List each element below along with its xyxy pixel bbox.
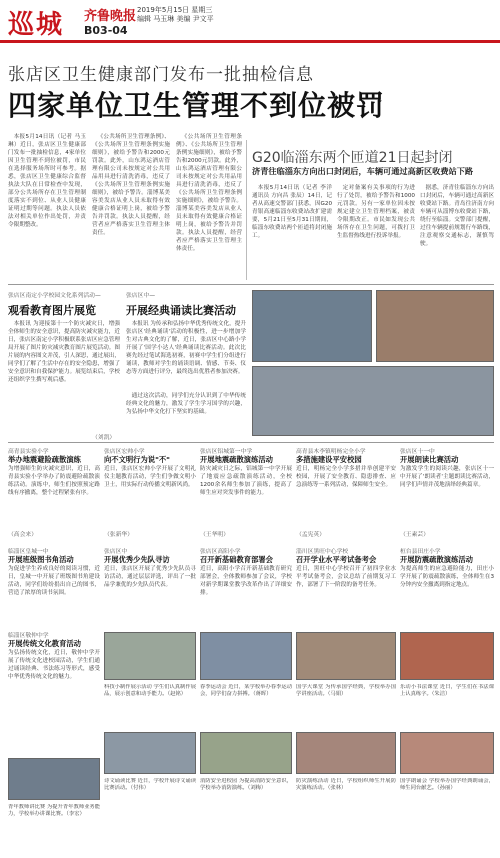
story-title: 向不文明行为说"不": [104, 455, 170, 464]
story-tag: 淄川区黑旺中心学校: [296, 549, 349, 555]
photo-4: [400, 632, 494, 680]
story-author: （王华明）: [200, 532, 229, 538]
photo-caption: 诗文诵读比赛 近日，学校开展诗文诵读比赛活动。（付伟）: [104, 778, 196, 791]
story-tag: 临淄区皇城一中: [8, 549, 49, 555]
story-title: 开展地震疏散演练活动: [200, 455, 273, 464]
story-author: （王素芸）: [400, 532, 429, 538]
story-body: 近日，张店区开展了优秀少先队员寻访活动，通过层层评选，评出了一批品学兼优的少先队员代表。: [104, 566, 196, 588]
story-lvcheng: [200, 446, 292, 540]
photo-2: [200, 632, 292, 680]
story-title: 召开学业水平考试备考会: [296, 555, 377, 564]
story-body: 近日，明杨完全小学多措并举创建平安校园，开展了安全教育、隐患排查、应急演练等一系列活动，保障师生安全。: [296, 466, 396, 488]
photo-caption: 消防安全进校园 为提高消防安全意识，学校举办消防演练。（刘梅）: [200, 778, 292, 791]
section-divider: [8, 284, 494, 285]
photo-caption: 乐动小书法课堂 近日，学生们在书法课上认真练字。（朱洁）: [400, 684, 494, 697]
photo-event: [252, 366, 494, 436]
story-author: （张新华）: [104, 532, 133, 538]
masthead: [0, 0, 500, 40]
story-body: 防灾减灾日之际，铝城第一中学开展了地震应急疏散演练活动，全校1200余名师生参加了演练，提高了师生应对突发事件的能力。: [200, 466, 292, 496]
lead-column-1: 本报5月14日讯（记者 马玉琳）近日，张店区卫生健康部门发布一批抽检信息，4家单位因卫生管理不到位被罚，市民在选择服务场所时可参考。据悉，张店区卫生健康综合监督执法大队在日常检查中发现，部分公共场所存在卫生管理制度落实不到位、从业人员健康证明过期等问题。执法人员依法对相关单位作出处罚，并责令限期整改。: [8, 134, 86, 228]
photo-students: [376, 290, 494, 362]
row-divider: [8, 442, 494, 443]
lead-kicker: 张店区卫生健康部门发布一批抽检信息: [8, 65, 314, 85]
story-tianzhuang: [400, 546, 494, 626]
story-hongshuai: [104, 446, 196, 540]
story-title: 召开新基础教育部署会: [200, 555, 273, 564]
photo-caption: 科技小制作展示活动 学生们认真制作展品，展示创意和动手能力。（赵铭）: [104, 684, 196, 697]
left-story-title: 观看教育图片展览: [8, 304, 96, 317]
story-mingyang: [296, 446, 396, 540]
photo-9: [400, 732, 494, 774]
story-tag: 张店区十一中: [400, 449, 435, 455]
story-body: 近日，黑旺中心学校召开了初四学业水平考试备考会，会议总结了前期复习工作，部署了下一阶段的备考任务。: [296, 566, 396, 588]
photo-6: [104, 732, 196, 774]
story-body: 为提高师生的应急避险能力，田庄小学开展了防震疏散演练，全体师生在3分钟内安全撤离到指定地点。: [400, 566, 494, 588]
photo-caption: 防灾演练活动 近日，学校组织师生开展防灾演练活动。（张林）: [296, 778, 396, 791]
left-story-author: （刘凯）: [92, 435, 116, 441]
story-tag: 张店区铝城第一中学: [200, 449, 253, 455]
story-title: 开展传统文化教育活动: [8, 639, 81, 648]
story-title: 举办地震避险疏散演练: [8, 455, 81, 464]
left-story-body: 本报讯 为迎接第十一个防灾减灾日，增强全体师生的安全意识，提高防灾减灾能力，近日，张店区南定小学积极联系张店区应急管理局开展了图片防灾减灾教育图片展览活动。图片展的内容图文并茂，引人深思，通过展出，同学们了解了生活中存在的安全隐患，增强了安全意识和自我保护能力。展览结束后，学校还组织学生撰写观后感。: [8, 321, 120, 383]
editor-line: 编辑 马玉琳 美编 尹文平: [137, 15, 214, 23]
date-meta: [137, 6, 214, 24]
story-title: 多措施建设平安校园: [296, 455, 362, 464]
story-author: （孟宪英）: [296, 532, 325, 538]
story-tag: 临淄区敬仲中学: [8, 633, 49, 639]
g20-column-2: 定对备案有关事项的行为进行了处罚，被给予警告和1000元罚款。另有一家单位因未按规定建立卫生管理档案，被责令限期改正。市民如发现公共场所存在卫生问题，可拨打卫生监督热线进行投诉举报。: [337, 185, 415, 239]
story-huangcheng: [8, 546, 100, 626]
page-number: B03-04: [84, 24, 128, 37]
story-body: 近日，张店区宏帅小学开展了文明礼仪主题教育活动，学生们争做文明小卫士，用实际行动传播文明新风尚。: [104, 466, 196, 488]
story-shiyi: [400, 446, 494, 540]
mid-story-body-2: 通过这次活动，同学们充分认识到了中华传统经典文化的魅力，激发了学生学习国学的兴趣，为弘扬中华文化打下坚实的基础。: [126, 393, 246, 415]
photo-7: [200, 732, 292, 774]
story-gaoqing: [8, 446, 100, 540]
story-body: 为增强师生防灾减灾意识，近日，高青县实验小学举办了防震避险疏散演练活动。演练中，师生们按照预定路线有序撤离，整个过程紧张有序。: [8, 466, 100, 496]
lead-headline: 四家单位卫生管理不到位被罚: [8, 89, 386, 122]
story-body: 为促进学生养成良好的阅读习惯，近日，皇城一中开展了班级图书角建设活动，同学们纷纷捐出自己的图书，营造了浓厚的读书氛围。: [8, 566, 100, 596]
header-divider: [0, 40, 500, 43]
story-tag: 张店区中: [104, 549, 128, 555]
photo-caption: 国学朗诵会 学校举办国学经典朗诵会，师生同台献艺。（孙丽）: [400, 778, 494, 791]
mid-story-title: 开展经典诵读比赛活动: [126, 304, 236, 317]
mid-story-body: 本报讯 为传承和弘扬中华优秀传统文化，提升张店区'经典诵读'活动的积极性，进一步增加学生对古典文化的了解，近日，张店区中心路小学开展了'国学小达人'经典诵读比赛活动。此次比赛先经过笔试海选初赛，初赛中学生们分组进行诵读，教师对学生的诵读语调、情感、节奏、仪态等方面进行评分，最终选出优胜者参加决赛。: [126, 321, 246, 375]
photo-caption: 春季运动会 近日，某学校举办春季运动会，同学们奋力拼搏。（蒋晖）: [200, 684, 292, 697]
story-gaoyang: [200, 546, 292, 626]
story-body: 近日，高阳小学召开新基础教育研究部署会，全体教师参加了会议，学校对新学期课堂教学改革作出了详细安排。: [200, 566, 292, 596]
date-line: 2019年5月15日 星期三: [137, 6, 213, 14]
story-tag: 张店区高阳小学: [200, 549, 241, 555]
photo-5: [8, 758, 100, 800]
g20-column-3: 据悉，济青往临淄东方向出口封闭后，车辆可通过高新区收费站下路。青岛往济南方向车辆可从淄博东收费站下路，绕行至临淄。交警部门提醒，过往车辆提前规划行车路线，注意观察交通标志，谨慎驾驶。: [420, 185, 494, 247]
story-tag: 高青县木李镇明杨完全小学: [296, 449, 366, 455]
photo-classroom: [252, 290, 372, 362]
photo-3: [296, 632, 396, 680]
story-tag: 张店区宏帅小学: [104, 449, 145, 455]
story-body: 为激发学生的阅读兴趣，张店区十一中开展了'朗读者'主题朗读比赛活动，同学们声情并茂地演绎经典篇章。: [400, 466, 494, 488]
story-title: 开展班级图书角活动: [8, 555, 74, 564]
story-tag: 高青县实验小学: [8, 449, 49, 455]
column-divider: [246, 140, 247, 280]
paper-logo: 齐鲁晚报: [84, 9, 137, 24]
story-tag: 桓台县田庄小学: [400, 549, 441, 555]
photo-1: [104, 632, 196, 680]
story-body: 为弘扬传统文化，近日，敬仲中学开展了传统文化进校园活动，学生们通过诵读经典、书法练习等形式，感受中华优秀传统文化的魅力。: [8, 650, 100, 680]
story-title: 开展朗读比赛活动: [400, 455, 459, 464]
photo-caption: 青年教师讲比赛 为提升青年教师业务能力，学校举办讲课比赛。（李宏）: [8, 804, 100, 817]
story-shaoxiandui: [104, 546, 196, 626]
lead-column-3: 《公共场所卫生管理条例》、《公共场所卫生管理条例实施细则》，被给予警告和2000元罚款。此外，山东鸿运酒店管理有限公司未按规定对公共用品用具进行清洗消毒，违反了《公共场所卫生管理条例实施细则》，被给予警告。淄博某美容美发店从业人员未取得有效健康合格证明上岗，被给予警告并罚款。执法人员提醒，经营者应严格落实卫生管理主体责任。: [176, 134, 242, 252]
mid-story-tag: 张店区中—: [126, 293, 155, 299]
left-story-tag: 张店区南定小学校园文化系列活动—: [8, 293, 101, 299]
g20-column-1: 本报5月14日讯（记者 李洋 通讯员 方向昌 张辰）14日，记者从高速交警部门获悉，因G20青银高速临淄东收费站改扩建需要，5月21日至5月31日期间，临淄东收费站两个匝道将封闭施工。: [252, 185, 332, 239]
lead-column-2: 《公共场所卫生管理条例》、《公共场所卫生管理条例实施细则》，被给予警告和2000元罚款。此外，山东鸿运酒店管理有限公司未按规定对公共用品用具进行清洗消毒，违反了《公共场所卫生管理条例实施细则》，被给予警告。淄博某美容美发店从业人员未取得有效健康合格证明上岗，被给予警告并罚款。执法人员提醒，经营者应严格落实卫生管理主体责任。: [92, 134, 170, 236]
story-title: 开展优秀少先队寻访: [104, 555, 170, 564]
section-title: 巡城: [8, 10, 65, 40]
photo-8: [296, 732, 396, 774]
story-author: （高会来）: [8, 532, 37, 538]
story-jingzhong: [8, 630, 100, 750]
story-heiwang: [296, 546, 396, 626]
story-title: 开展防震疏散演练活动: [400, 555, 473, 564]
g20-subtitle: 济青往临淄东方向出口封闭后，车辆可通过高新区收费站下路: [252, 166, 474, 176]
g20-title: G20临淄东两个匝道21日起封闭: [252, 150, 453, 166]
photo-caption: 国学大课堂 为传承国学经典，学校举办国学讲座活动。（马娟）: [296, 684, 396, 697]
